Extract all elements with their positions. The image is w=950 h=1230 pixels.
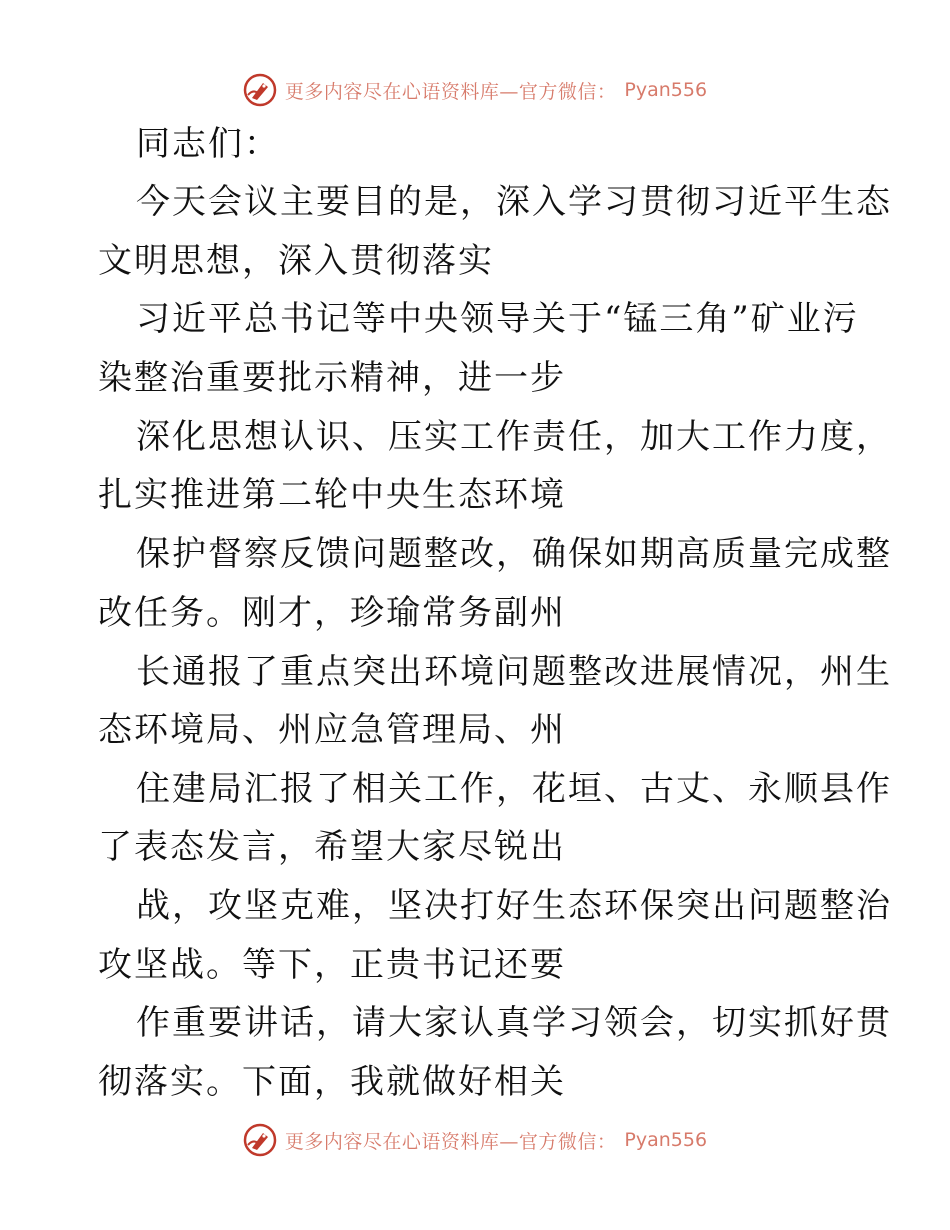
header-watermark (0, 70, 950, 110)
paragraph-line: 攻坚战。等下，正贵书记还要 (98, 945, 566, 985)
greeting-line: 同志们： (136, 124, 280, 164)
watermark-text: 更多内容尽在心语资料库—官方微信： (284, 80, 617, 103)
footer-watermark (0, 1120, 950, 1160)
paragraph-line: 作重要讲话，请大家认真学习领会，切实抓好贯 (136, 1003, 892, 1043)
paragraph-line: 今天会议主要目的是，深入学习贯彻习近平生态 (136, 182, 892, 222)
paragraph-line: 扎实推进第二轮中央生态环境 (98, 475, 566, 515)
watermark-handle: Pyan556 (624, 79, 708, 101)
pen-nib-logo-icon (243, 73, 277, 107)
pen-nib-logo-icon (243, 1123, 277, 1157)
paragraph-line: 长通报了重点突出环境问题整改进展情况，州生 (136, 652, 892, 692)
paragraph-line: 改任务。刚才，珍瑜常务副州 (98, 593, 566, 633)
paragraph-line: 文明思想，深入贯彻落实 (98, 241, 494, 281)
paragraph-line: 深化思想认识、压实工作责任，加大工作力度， (136, 417, 892, 457)
paragraph-line: 染整治重要批示精神，进一步 (98, 358, 566, 398)
watermark-text: 更多内容尽在心语资料库—官方微信： (284, 1130, 617, 1153)
paragraph-line: 态环境局、州应急管理局、州 (98, 710, 566, 750)
paragraph-line: 保护督察反馈问题整改，确保如期高质量完成整 (136, 534, 892, 574)
paragraph-line: 战，攻坚克难，坚决打好生态环保突出问题整治 (136, 886, 892, 926)
paragraph-line: 彻落实。下面，我就做好相关 (98, 1062, 566, 1102)
paragraph-line: 习近平总书记等中央领导关于“锰三角”矿业污 (136, 299, 859, 339)
paragraph-line: 了表态发言，希望大家尽锐出 (98, 827, 566, 867)
watermark-handle: Pyan556 (624, 1129, 708, 1151)
paragraph-line: 住建局汇报了相关工作，花垣、古丈、永顺县作 (136, 769, 892, 809)
